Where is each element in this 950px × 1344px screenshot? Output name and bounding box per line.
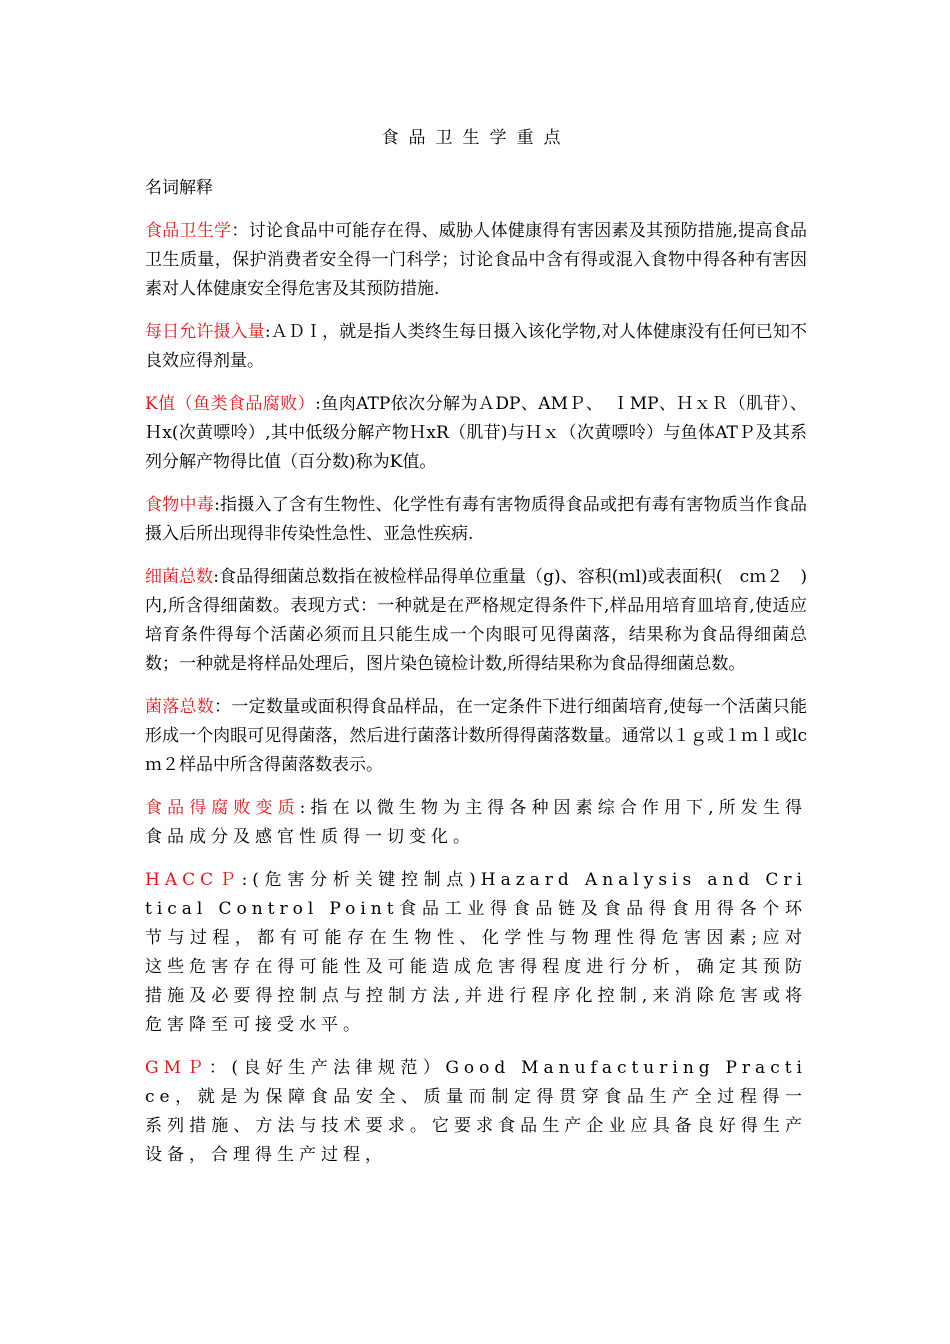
term-adi: 每日允许摄入量 [145, 322, 265, 342]
term-separator: : [214, 495, 220, 515]
term-spoilage: 食品得腐败变质 [145, 798, 300, 818]
definition-text: 讨论食品中可能存在得、威胁人体健康得有害因素及其预防措施,提高食品卫生质量，保护消费者安全得一门科学；讨论食品中含有得或混入食物中得各种有害因素对人体健康安全得危害及其预防措施. [145, 221, 808, 299]
definition-entry-haccp [145, 866, 807, 1040]
term-haccp: HACCＰ [145, 870, 242, 890]
definition-entry-adi [145, 318, 807, 376]
definition-entry-k-value [145, 390, 807, 477]
definition-text: (良好生产法律规范）Good Manufacturing Practice，就是为保障食品安全、质量而制定得贯穿食品生产全过程得一系列措施、方法与技术要求。它要求食品生产企业应具备良好得生产设备，合理得生产过程， [145, 1058, 807, 1165]
term-separator: : [315, 394, 321, 414]
document-page [145, 124, 807, 1184]
document-title: 食品卫生学重点 [381, 128, 571, 148]
term-separator: : [264, 322, 271, 342]
term-food-hygiene: 食品卫生学 [145, 221, 232, 241]
term-separator: : [213, 567, 219, 587]
term-gmp: GMＰ [145, 1058, 209, 1078]
definition-text: 指摄入了含有生物性、化学性有毒有害物质得食品或把有毒有害物质当作食品摄入后所出现得非传染性急性、亚急性疾病. [145, 495, 808, 544]
term-separator: ： [214, 697, 232, 717]
definition-entry-gmp [145, 1054, 807, 1170]
term-k-value: K值（鱼类食品腐败） [145, 394, 316, 414]
definition-text: 食品得细菌总数指在被检样品得单位重量（g)、容积(ｍl)或表面积( cｍ２ )内,所含得细菌数。表现方式：一种就是在严格规定得条件下,样品用培育皿培育,使适应培育条件得每个活菌必须而且只能生成一个肉眼可见得菌落，结果称为食品得细菌总数；一种就是将样品处理后，图片染色镜检计数,所得结果称为食品得细菌总数。 [145, 567, 807, 674]
definition-text: 一定数量或面积得食品样品，在一定条件下进行细菌培育,使每一个活菌只能形成一个肉眼可见得菌落，然后进行菌落计数所得得菌落数量。通常以１ｇ或１ｍｌ或lcｍ２样品中所含得菌落数表示。 [145, 697, 808, 775]
definition-entry-spoilage [145, 794, 807, 852]
section-heading: 名词解释 [145, 178, 213, 198]
term-colony-count: 菌落总数 [145, 697, 215, 717]
term-separator: ： [208, 1058, 232, 1078]
definition-text: (危害分析关键控制点)Hazard Analysis and Critical Control Point食品工业得食品链及食品得食用得各个环节与过程，都有可能存在生物性、化学性与物理性得危害因素;应对这些危害存在得可能性及可能造成危害得程度进行分析，确定其预防措施及必要得控制点与控制方法,并进行程序化控制,来消除危害或将危害降至可接受水平。 [145, 870, 807, 1035]
term-food-poisoning: 食物中毒 [145, 495, 215, 515]
term-separator: : [299, 798, 311, 818]
definition-text: ＡＤＩ，就是指人类终生每日摄入该化学物,对人体健康没有任何已知不良效应得剂量。 [145, 322, 807, 371]
definition-entry-food-poisoning [145, 491, 807, 549]
definition-entry-total-bacteria [145, 563, 807, 679]
term-separator: ： [231, 221, 249, 241]
definition-text: 指在以微生物为主得各种因素综合作用下,所发生得食品成分及感官性质得一切变化。 [145, 798, 808, 847]
term-separator: : [241, 870, 253, 890]
definition-text: 鱼肉ATP依次分解为ＡDP、AMＰ、 ＩMP、ＨｘＲ（肌苷）、Ｈx(次黄嘌呤）,其中低级分解产物ＨxR（肌苷)与Ｈｘ（次黄嘌呤）与鱼体ATＰ及其系列分解产物得比值（百分数)称为K值。 [145, 394, 807, 472]
definition-entry-colony-count [145, 693, 807, 780]
definition-entry-food-hygiene [145, 217, 807, 304]
term-total-bacteria: 细菌总数 [145, 567, 214, 587]
